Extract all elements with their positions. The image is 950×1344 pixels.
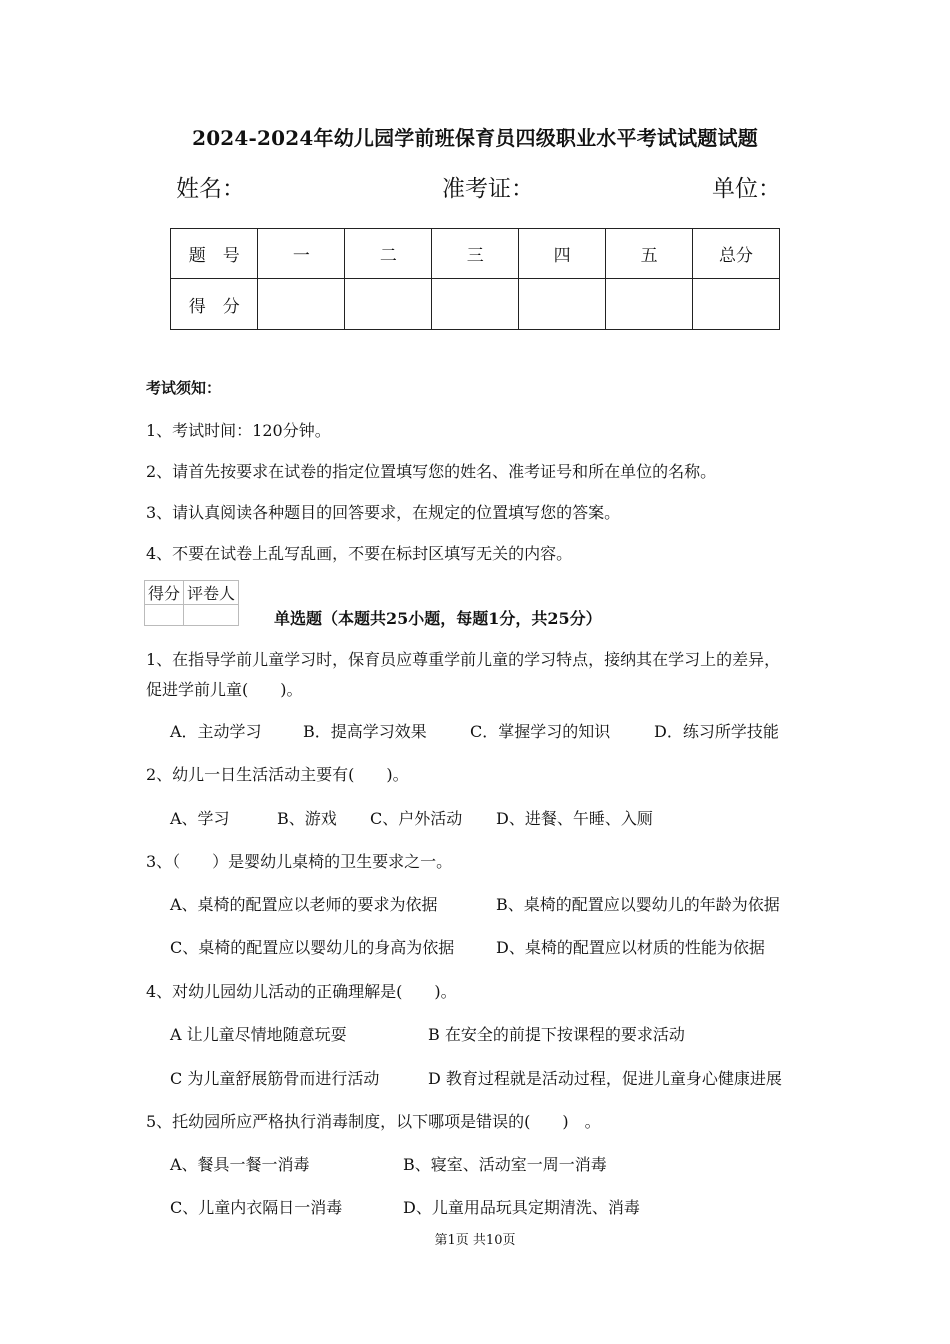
score-header-cell: 总分 <box>693 229 780 279</box>
score-header-cell: 三 <box>432 229 519 279</box>
option-c: C、桌椅的配置应以婴幼儿的身高为依据 <box>170 938 455 957</box>
notice-item: 4、不要在试卷上乱写乱画，不要在标封区填写无关的内容。 <box>146 544 573 563</box>
option-a: A 让儿童尽情地随意玩耍 <box>170 1025 347 1044</box>
score-cell <box>606 279 693 330</box>
option-b: B、游戏 <box>277 809 337 828</box>
score-header-cell: 一 <box>258 229 345 279</box>
grader-box <box>144 580 239 626</box>
grader-name-label: 评卷人 <box>184 581 239 605</box>
question-text: 1、在指导学前儿童学习时，保育员应尊重学前儿童的学习特点，接纳其在学习上的差异， <box>146 650 781 669</box>
question-text: 促进学前儿童( )。 <box>146 680 303 699</box>
option-c: C、户外活动 <box>370 809 463 828</box>
score-header-cell: 五 <box>606 229 693 279</box>
option-d: D．练习所学技能 <box>654 722 779 741</box>
score-cell <box>258 279 345 330</box>
option-d: D、儿童用品玩具定期清洗、消毒 <box>403 1198 640 1217</box>
option-d: D、桌椅的配置应以材质的性能为依据 <box>496 938 765 957</box>
option-b: B、寝室、活动室一周一消毒 <box>403 1155 607 1174</box>
option-a: A．主动学习 <box>170 722 262 741</box>
question-text: 3、（ ）是婴幼儿桌椅的卫生要求之一。 <box>146 852 453 871</box>
option-c: C 为儿童舒展筋骨而进行活动 <box>170 1069 380 1088</box>
score-cell <box>693 279 780 330</box>
option-d: D 教育过程就是活动过程，促进儿童身心健康进展 <box>428 1069 782 1088</box>
notice-item: 1、考试时间：120分钟。 <box>146 421 331 440</box>
score-row-label: 得 分 <box>171 279 258 330</box>
option-b: B．提高学习效果 <box>303 722 427 741</box>
option-a: A、学习 <box>170 809 230 828</box>
score-table <box>170 228 780 330</box>
section-title: 单选题（本题共25小题，每题1分，共25分） <box>274 609 602 628</box>
option-b: B、桌椅的配置应以婴幼儿的年龄为依据 <box>496 895 780 914</box>
score-cell <box>432 279 519 330</box>
option-c: C．掌握学习的知识 <box>470 722 611 741</box>
score-header-cell: 四 <box>519 229 606 279</box>
name-field-label: 姓名： <box>176 176 245 202</box>
option-d: D、进餐、午睡、入厕 <box>496 809 653 828</box>
notice-item: 2、请首先按要求在试卷的指定位置填写您的姓名、准考证号和所在单位的名称。 <box>146 462 717 481</box>
question-text: 5、托幼园所应严格执行消毒制度，以下哪项是错误的( ) 。 <box>146 1112 601 1131</box>
unit-field-label: 单位： <box>712 176 781 202</box>
score-table-header-row <box>171 229 780 279</box>
score-header-cell: 题 号 <box>171 229 258 279</box>
grader-score-label: 得分 <box>145 581 184 605</box>
exam-id-field-label: 准考证： <box>442 176 534 202</box>
score-cell <box>345 279 432 330</box>
score-table-score-row <box>171 279 780 330</box>
option-c: C、儿童内衣隔日一消毒 <box>170 1198 343 1217</box>
option-a: A、餐具一餐一消毒 <box>170 1155 310 1174</box>
grader-score-cell <box>145 605 184 626</box>
notice-item: 3、请认真阅读各种题目的回答要求，在规定的位置填写您的答案。 <box>146 503 621 522</box>
option-a: A、桌椅的配置应以老师的要求为依据 <box>170 895 438 914</box>
page-footer: 第1页 共10页 <box>434 1233 516 1248</box>
question-text: 4、对幼儿园幼儿活动的正确理解是( )。 <box>146 982 457 1001</box>
page-title: 2024-2024年幼儿园学前班保育员四级职业水平考试试题试题 <box>192 126 758 150</box>
score-header-cell: 二 <box>345 229 432 279</box>
notice-heading: 考试须知： <box>146 379 222 397</box>
question-text: 2、幼儿一日生活活动主要有( )。 <box>146 765 409 784</box>
score-cell <box>519 279 606 330</box>
grader-name-cell <box>184 605 239 626</box>
option-b: B 在安全的前提下按课程的要求活动 <box>428 1025 685 1044</box>
